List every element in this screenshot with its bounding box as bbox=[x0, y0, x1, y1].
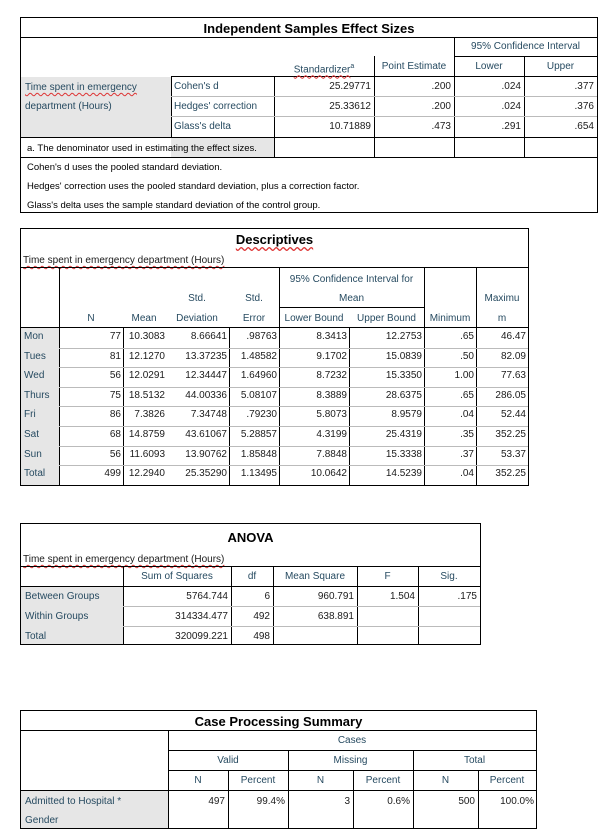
desc-cell-mean: 10.3083 bbox=[128, 331, 165, 342]
desc-cell-ub: 25.4319 bbox=[385, 429, 422, 440]
desc-cell-sd: 13.90762 bbox=[185, 448, 227, 460]
desc-header: N bbox=[87, 313, 95, 324]
percent-header: Percent bbox=[489, 775, 525, 786]
desc-cell-max: 352.25 bbox=[495, 429, 526, 440]
n-header: N bbox=[194, 775, 202, 786]
effect-value: 25.33612 bbox=[329, 101, 371, 112]
ci-header: 95% Confidence Interval bbox=[471, 41, 580, 52]
desc-cell-lb: 5.8073 bbox=[316, 409, 347, 421]
desc-header: Deviation bbox=[176, 313, 218, 324]
desc-cell-mean: 12.2940 bbox=[128, 468, 165, 480]
case-processing-table bbox=[20, 710, 537, 829]
desc-cell-n: 77 bbox=[109, 331, 121, 342]
anova-value: .175 bbox=[457, 591, 477, 602]
desc-cell-min: .35 bbox=[460, 429, 474, 440]
day-label: Thurs bbox=[24, 389, 50, 401]
desc-cell-lb: 8.7232 bbox=[316, 370, 347, 382]
desc-cell-mean: 11.6093 bbox=[129, 448, 165, 460]
effect-value: .377 bbox=[574, 81, 594, 92]
desc-cell-ub: 12.2753 bbox=[385, 331, 422, 342]
effect-variable-label-2: department (Hours) bbox=[25, 101, 112, 112]
effect-value: 25.29771 bbox=[329, 81, 371, 92]
anova-header: Sum of Squares bbox=[141, 571, 213, 582]
desc-cell-min: .37 bbox=[460, 448, 474, 460]
effect-footnote: Glass's delta uses the sample standard deviation of the control group. bbox=[27, 200, 321, 211]
effect-footnote: Cohen's d uses the pooled standard deviation. bbox=[27, 162, 223, 173]
anova-value: 5764.744 bbox=[186, 591, 228, 602]
desc-cell-n: 56 bbox=[109, 370, 121, 382]
desc-header: m bbox=[497, 313, 507, 324]
desc-cell-ub: 28.6375 bbox=[385, 389, 422, 401]
desc-cell-n: 86 bbox=[109, 409, 121, 421]
desc-cell-n: 56 bbox=[109, 448, 121, 460]
descriptives-title: Descriptives bbox=[235, 232, 314, 247]
desc-cell-lb: 8.3413 bbox=[316, 331, 347, 342]
desc-cell-lb: 8.3889 bbox=[316, 389, 347, 401]
anova-value: 638.891 bbox=[317, 611, 354, 622]
effect-value: .473 bbox=[431, 121, 451, 132]
percent-header: Percent bbox=[365, 775, 401, 786]
desc-cell-lb: 9.1702 bbox=[316, 350, 347, 362]
effect-value: .291 bbox=[501, 121, 521, 132]
n-header: N bbox=[316, 775, 325, 786]
day-label: Sat bbox=[24, 429, 40, 440]
anova-value: 314334.477 bbox=[175, 611, 228, 622]
cohens-d-label: Cohen's d bbox=[174, 81, 219, 92]
desc-cell-n: 499 bbox=[104, 468, 121, 480]
desc-header: Lower Bound bbox=[284, 313, 344, 324]
anova-table bbox=[20, 523, 481, 645]
point-estimate-header: Point Estimate bbox=[381, 61, 447, 72]
case-value: 100.0% bbox=[500, 796, 534, 807]
desc-header: Error bbox=[242, 313, 266, 324]
descriptives-body bbox=[21, 328, 528, 485]
total-header: Total bbox=[463, 755, 486, 766]
desc-cell-sd: 43.61067 bbox=[185, 429, 227, 440]
desc-header: Mean bbox=[131, 313, 157, 324]
desc-cell-sd: 25.35290 bbox=[185, 468, 227, 480]
desc-cell-sd: 12.34447 bbox=[185, 370, 227, 382]
desc-cell-ub: 15.3338 bbox=[385, 448, 422, 460]
desc-cell-ub: 15.0839 bbox=[385, 350, 422, 362]
desc-cell-se: 5.08107 bbox=[240, 389, 277, 401]
effect-value: .024 bbox=[501, 101, 521, 112]
anova-value: 6 bbox=[264, 591, 270, 602]
desc-cell-se: 1.48582 bbox=[240, 350, 277, 362]
day-label: Sun bbox=[24, 448, 42, 460]
descriptives-table bbox=[20, 228, 529, 486]
n-header: N bbox=[441, 775, 450, 786]
case-value: 99.4% bbox=[256, 796, 285, 807]
desc-cell-n: 81 bbox=[109, 350, 121, 362]
effect-footnote: Hedges' correction uses the pooled standard deviation, plus a correction factor. bbox=[27, 181, 360, 192]
effect-value: 10.71889 bbox=[329, 121, 371, 132]
descriptives-subtitle: Time spent in emergency department (Hours) bbox=[23, 255, 225, 266]
anova-title: ANOVA bbox=[227, 530, 274, 545]
glass-delta-label: Glass's delta bbox=[174, 121, 231, 132]
desc-cell-min: .65 bbox=[460, 389, 474, 401]
effect-value: .024 bbox=[501, 81, 521, 92]
day-label: Wed bbox=[24, 370, 45, 382]
desc-cell-n: 68 bbox=[109, 429, 121, 440]
anova-value: 960.791 bbox=[317, 591, 354, 602]
anova-header: df bbox=[247, 571, 257, 582]
effect-value: .200 bbox=[431, 81, 451, 92]
desc-cell-min: .04 bbox=[460, 468, 474, 480]
desc-cell-max: 46.47 bbox=[500, 331, 526, 342]
anova-row-label: Within Groups bbox=[25, 611, 89, 622]
hedges-label: Hedges' correction bbox=[174, 101, 258, 112]
cases-header: Cases bbox=[337, 735, 367, 746]
case-value: 3 bbox=[344, 796, 350, 807]
desc-cell-se: 1.64960 bbox=[240, 370, 277, 382]
anova-header: F bbox=[384, 571, 391, 582]
desc-cell-min: .65 bbox=[460, 331, 474, 342]
desc-cell-max: 52.44 bbox=[500, 409, 526, 421]
desc-cell-se: 1.13495 bbox=[240, 468, 277, 480]
desc-cell-n: 75 bbox=[109, 389, 121, 401]
case-value: 0.6% bbox=[387, 796, 410, 807]
day-label: Tues bbox=[24, 350, 46, 362]
desc-cell-sd: 13.37235 bbox=[185, 350, 227, 362]
desc-cell-se: .79230 bbox=[246, 409, 277, 421]
desc-cell-sd: 8.66641 bbox=[190, 331, 227, 342]
desc-cell-lb: 7.8848 bbox=[316, 448, 347, 460]
desc-header: Upper Bound bbox=[357, 313, 416, 324]
anova-value: 1.504 bbox=[389, 591, 415, 602]
case-summary-title: Case Processing Summary bbox=[194, 714, 363, 729]
effect-sizes-table bbox=[20, 17, 598, 213]
desc-cell-max: 286.05 bbox=[495, 389, 526, 401]
case-value: 497 bbox=[208, 796, 225, 807]
standardizer-header: Standardizer$^a$ bbox=[293, 63, 355, 76]
effect-value: .654 bbox=[574, 121, 594, 132]
anova-value: 320099.221 bbox=[175, 631, 228, 642]
anova-subtitle: Time spent in emergency department (Hours) bbox=[23, 554, 225, 565]
desc-header: Std. bbox=[188, 293, 206, 304]
valid-header: Valid bbox=[217, 755, 239, 766]
case-row-label-2: Gender bbox=[25, 815, 59, 826]
desc-cell-max: 77.63 bbox=[500, 370, 526, 382]
desc-cell-ub: 8.9579 bbox=[391, 409, 422, 421]
effect-footnote: a. The denominator used in estimating the effect sizes. bbox=[27, 143, 257, 154]
desc-cell-min: 1.00 bbox=[454, 370, 474, 382]
desc-header: Mean bbox=[338, 293, 364, 304]
anova-header: Sig. bbox=[440, 571, 458, 582]
day-label: Mon bbox=[24, 331, 44, 342]
anova-header: Mean Square bbox=[284, 571, 346, 582]
desc-cell-mean: 18.5132 bbox=[128, 389, 165, 401]
desc-cell-max: 352.25 bbox=[495, 468, 526, 480]
anova-value: 498 bbox=[253, 631, 270, 642]
desc-cell-min: .50 bbox=[460, 350, 474, 362]
desc-cell-lb: 10.0642 bbox=[310, 468, 347, 480]
desc-header: Std. bbox=[245, 293, 263, 304]
desc-header: Minimum bbox=[429, 313, 471, 324]
percent-header: Percent bbox=[240, 775, 276, 786]
day-label: Fri bbox=[24, 409, 36, 421]
desc-header: 95% Confidence Interval for bbox=[289, 274, 414, 285]
desc-cell-max: 82.09 bbox=[500, 350, 526, 362]
desc-cell-ub: 14.5239 bbox=[385, 468, 422, 480]
desc-cell-se: 5.28857 bbox=[240, 429, 277, 440]
effect-variable-label: Time spent in emergency bbox=[25, 82, 137, 93]
desc-cell-sd: 44.00336 bbox=[185, 389, 227, 401]
anova-row-label: Between Groups bbox=[25, 591, 100, 602]
desc-header: Maximu bbox=[484, 293, 520, 304]
anova-value: 492 bbox=[253, 611, 270, 622]
effect-sizes-title: Independent Samples Effect Sizes bbox=[203, 21, 415, 36]
desc-cell-mean: 12.1270 bbox=[128, 350, 165, 362]
desc-cell-mean: 7.3826 bbox=[134, 409, 165, 421]
desc-cell-ub: 15.3350 bbox=[385, 370, 422, 382]
upper-header: Upper bbox=[546, 61, 575, 72]
case-value: 500 bbox=[458, 796, 475, 807]
desc-cell-se: 1.85848 bbox=[240, 448, 277, 460]
effect-value: .376 bbox=[574, 101, 594, 112]
desc-cell-mean: 14.8759 bbox=[128, 429, 165, 440]
desc-cell-se: .98763 bbox=[246, 331, 277, 342]
anova-row-label: Total bbox=[25, 631, 47, 642]
desc-cell-max: 53.37 bbox=[500, 448, 526, 460]
missing-header: Missing bbox=[333, 755, 368, 766]
day-label: Total bbox=[24, 468, 46, 480]
lower-header: Lower bbox=[475, 61, 503, 72]
effect-value: .200 bbox=[431, 101, 451, 112]
desc-cell-min: .04 bbox=[460, 409, 474, 421]
case-row-label: Admitted to Hospital * bbox=[25, 796, 122, 807]
desc-cell-lb: 4.3199 bbox=[316, 429, 347, 440]
desc-cell-mean: 12.0291 bbox=[128, 370, 165, 382]
desc-cell-sd: 7.34748 bbox=[190, 409, 227, 421]
